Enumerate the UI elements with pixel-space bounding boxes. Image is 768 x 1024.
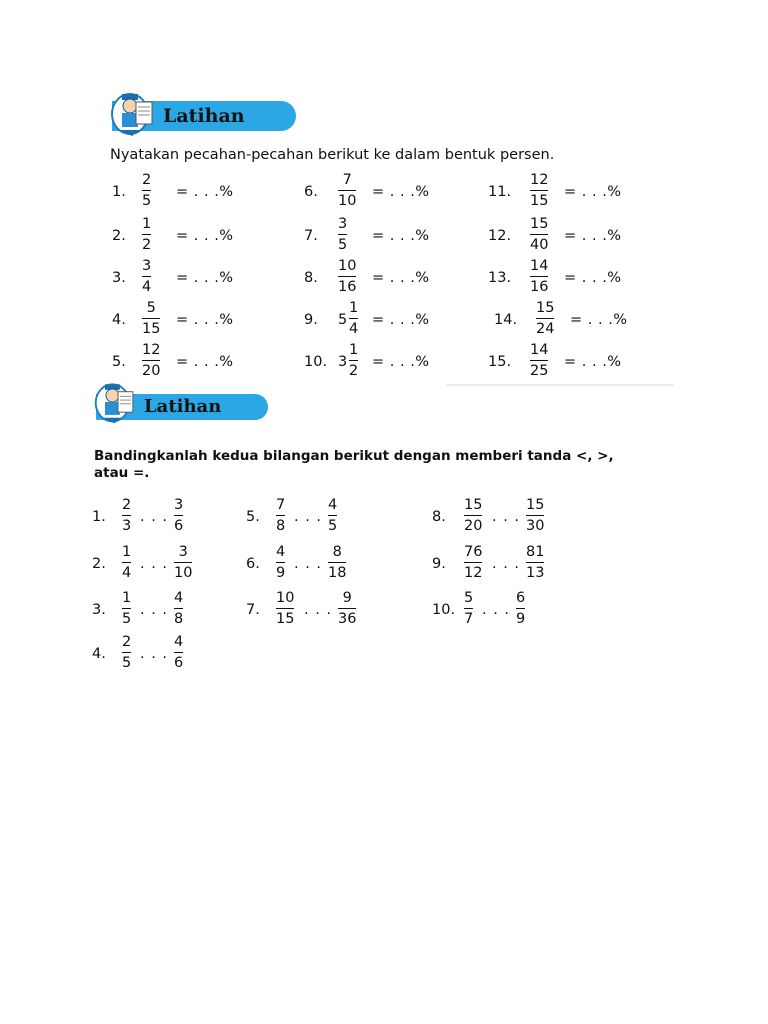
comparison-blank: . . . — [492, 556, 521, 572]
fraction-bar — [530, 360, 548, 361]
fraction-left — [122, 634, 131, 672]
fraction-bar — [464, 562, 482, 563]
numerator: 1 — [142, 216, 152, 232]
item-number: 8. — [432, 509, 446, 525]
fraction-bar — [349, 360, 358, 361]
answer-blank: = . . .% — [564, 354, 622, 370]
fraction-bar — [276, 608, 294, 609]
item-number: 13. — [488, 270, 512, 286]
answer-blank: = . . .% — [372, 354, 430, 370]
comparison-item — [432, 590, 602, 630]
item-number: 10. — [432, 602, 456, 618]
divider — [446, 384, 674, 386]
comparison-item — [92, 497, 262, 537]
item-number: 8. — [304, 270, 318, 286]
whole-number: 5 — [338, 312, 348, 328]
denominator: 3 — [122, 518, 132, 534]
numerator: 5 — [464, 590, 474, 606]
fraction — [338, 216, 347, 254]
fraction-right — [174, 544, 192, 582]
fraction-right — [174, 497, 183, 535]
fraction-right — [338, 590, 356, 628]
denominator: 4 — [349, 321, 359, 337]
fraction-bar — [142, 360, 160, 361]
denominator: 8 — [276, 518, 286, 534]
fraction-bar — [464, 515, 482, 516]
comparison-item — [432, 544, 602, 584]
fraction-left — [276, 590, 294, 628]
fraction-bar — [338, 608, 356, 609]
comparison-blank: . . . — [140, 509, 169, 525]
fraction — [349, 342, 358, 380]
exercise-item — [112, 172, 292, 212]
item-number: 14. — [494, 312, 518, 328]
fraction-bar — [174, 608, 183, 609]
fraction-bar — [536, 318, 554, 319]
student-mascot-icon — [92, 374, 144, 428]
answer-blank: = . . .% — [564, 184, 622, 200]
numerator: 10 — [338, 258, 357, 274]
denominator: 9 — [516, 611, 526, 627]
fraction-bar — [530, 276, 548, 277]
fraction-bar — [276, 562, 285, 563]
item-number: 6. — [304, 184, 318, 200]
numerator: 15 — [464, 497, 483, 513]
denominator: 9 — [276, 565, 286, 581]
item-number: 4. — [112, 312, 126, 328]
fraction-left — [464, 590, 473, 628]
fraction-bar — [142, 234, 151, 235]
comparison-blank: . . . — [482, 602, 511, 618]
fraction-right — [328, 544, 346, 582]
numerator: 3 — [338, 216, 348, 232]
fraction-bar — [142, 190, 151, 191]
numerator: 76 — [464, 544, 483, 560]
section2-instruction-line1: Bandingkanlah kedua bilangan berikut dengan memberi tanda <, >, — [94, 448, 614, 464]
exercise-item — [304, 342, 484, 382]
fraction-right — [526, 497, 544, 535]
denominator: 5 — [122, 655, 132, 671]
numerator: 7 — [276, 497, 286, 513]
fraction-right — [174, 590, 183, 628]
fraction — [142, 216, 151, 254]
answer-blank: = . . .% — [372, 312, 430, 328]
comparison-blank: . . . — [140, 602, 169, 618]
denominator: 6 — [174, 655, 184, 671]
answer-blank: = . . .% — [176, 312, 234, 328]
fraction-left — [122, 544, 131, 582]
fraction — [142, 300, 160, 338]
fraction-bar — [142, 318, 160, 319]
exercise-item — [304, 216, 484, 256]
fraction-right — [526, 544, 544, 582]
comparison-blank: . . . — [304, 602, 333, 618]
comparison-item — [246, 497, 416, 537]
item-number: 7. — [246, 602, 260, 618]
denominator: 30 — [526, 518, 545, 534]
numerator: 14 — [530, 258, 549, 274]
denominator: 40 — [530, 237, 549, 253]
exercise-item — [304, 258, 484, 298]
fraction-left — [276, 497, 285, 535]
section1-title: Latihan — [163, 105, 245, 127]
denominator: 5 — [122, 611, 132, 627]
numerator: 15 — [530, 216, 549, 232]
fraction-bar — [174, 515, 183, 516]
fraction-bar — [338, 276, 356, 277]
item-number: 3. — [92, 602, 106, 618]
item-number: 2. — [92, 556, 106, 572]
numerator: 81 — [526, 544, 545, 560]
denominator: 15 — [530, 193, 549, 209]
fraction-bar — [122, 652, 131, 653]
fraction-bar — [526, 515, 544, 516]
item-number: 10. — [304, 354, 328, 370]
numerator: 4 — [174, 590, 184, 606]
fraction — [530, 172, 548, 210]
exercise-item — [488, 258, 668, 298]
numerator: 1 — [122, 590, 132, 606]
exercise-item — [488, 216, 668, 256]
exercise-item — [304, 300, 484, 340]
comparison-item — [92, 590, 262, 630]
fraction — [142, 342, 160, 380]
exercise-item — [488, 172, 668, 212]
denominator: 4 — [122, 565, 132, 581]
fraction — [338, 258, 356, 296]
section2-title: Latihan — [144, 396, 222, 417]
fraction-bar — [338, 234, 347, 235]
fraction-bar — [142, 276, 151, 277]
fraction-bar — [349, 318, 358, 319]
item-number: 9. — [304, 312, 318, 328]
numerator: 15 — [536, 300, 555, 316]
answer-blank: = . . .% — [176, 270, 234, 286]
item-number: 5. — [112, 354, 126, 370]
denominator: 7 — [464, 611, 474, 627]
section1-instruction: Nyatakan pecahan-pecahan berikut ke dalam bentuk persen. — [110, 147, 555, 163]
exercise-item — [112, 258, 292, 298]
answer-blank: = . . .% — [176, 184, 234, 200]
numerator: 2 — [122, 634, 132, 650]
numerator: 4 — [328, 497, 338, 513]
denominator: 5 — [142, 193, 152, 209]
fraction-bar — [122, 562, 131, 563]
numerator: 2 — [142, 172, 152, 188]
fraction — [349, 300, 358, 338]
exercise-item — [488, 342, 668, 382]
student-mascot-icon — [108, 84, 164, 140]
answer-blank: = . . .% — [570, 312, 628, 328]
answer-blank: = . . .% — [176, 228, 234, 244]
fraction-bar — [122, 608, 131, 609]
numerator: 1 — [349, 300, 359, 316]
item-number: 2. — [112, 228, 126, 244]
denominator: 2 — [349, 363, 359, 379]
comparison-item — [92, 544, 262, 584]
item-number: 6. — [246, 556, 260, 572]
fraction-left — [464, 544, 482, 582]
exercise-item — [112, 216, 292, 256]
item-number: 1. — [92, 509, 106, 525]
numerator: 10 — [276, 590, 295, 606]
denominator: 15 — [142, 321, 161, 337]
fraction-bar — [276, 515, 285, 516]
item-number: 4. — [92, 646, 106, 662]
numerator: 2 — [122, 497, 132, 513]
fraction-left — [464, 497, 482, 535]
denominator: 36 — [338, 611, 357, 627]
numerator: 3 — [178, 544, 188, 560]
fraction-left — [122, 497, 131, 535]
fraction-right — [516, 590, 525, 628]
numerator: 6 — [516, 590, 526, 606]
denominator: 2 — [142, 237, 152, 253]
numerator: 1 — [122, 544, 132, 560]
denominator: 6 — [174, 518, 184, 534]
denominator: 4 — [142, 279, 152, 295]
fraction — [142, 258, 151, 296]
numerator: 12 — [142, 342, 161, 358]
denominator: 18 — [328, 565, 347, 581]
fraction — [536, 300, 554, 338]
comparison-blank: . . . — [140, 556, 169, 572]
numerator: 5 — [146, 300, 156, 316]
denominator: 24 — [536, 321, 555, 337]
comparison-blank: . . . — [140, 646, 169, 662]
fraction-left — [122, 590, 131, 628]
item-number: 7. — [304, 228, 318, 244]
fraction-bar — [174, 562, 192, 563]
answer-blank: = . . .% — [372, 228, 430, 244]
fraction-bar — [122, 515, 131, 516]
whole-number: 3 — [338, 354, 348, 370]
denominator: 16 — [338, 279, 357, 295]
denominator: 5 — [328, 518, 338, 534]
numerator: 3 — [142, 258, 152, 274]
fraction-bar — [530, 190, 548, 191]
exercise-item — [304, 172, 484, 212]
denominator: 10 — [338, 193, 357, 209]
fraction-right — [174, 634, 183, 672]
fraction-bar — [530, 234, 548, 235]
numerator: 3 — [174, 497, 184, 513]
numerator: 1 — [349, 342, 359, 358]
item-number: 5. — [246, 509, 260, 525]
exercise-item — [112, 300, 292, 340]
denominator: 16 — [530, 279, 549, 295]
answer-blank: = . . .% — [564, 228, 622, 244]
denominator: 20 — [464, 518, 483, 534]
denominator: 13 — [526, 565, 545, 581]
fraction — [338, 172, 356, 210]
numerator: 4 — [174, 634, 184, 650]
section2-instruction-line2: atau =. — [94, 465, 150, 481]
fraction-left — [276, 544, 285, 582]
comparison-blank: . . . — [294, 509, 323, 525]
numerator: 7 — [342, 172, 352, 188]
fraction-bar — [338, 190, 356, 191]
answer-blank: = . . .% — [564, 270, 622, 286]
fraction — [530, 342, 548, 380]
comparison-item — [246, 544, 416, 584]
denominator: 10 — [174, 565, 193, 581]
fraction-bar — [516, 608, 525, 609]
fraction-right — [328, 497, 337, 535]
fraction-bar — [526, 562, 544, 563]
answer-blank: = . . .% — [176, 354, 234, 370]
denominator: 25 — [530, 363, 549, 379]
numerator: 8 — [332, 544, 342, 560]
item-number: 12. — [488, 228, 512, 244]
denominator: 8 — [174, 611, 184, 627]
fraction-bar — [464, 608, 473, 609]
item-number: 1. — [112, 184, 126, 200]
denominator: 20 — [142, 363, 161, 379]
comparison-item — [246, 590, 416, 630]
fraction-bar — [328, 515, 337, 516]
item-number: 11. — [488, 184, 512, 200]
denominator: 12 — [464, 565, 483, 581]
fraction — [530, 216, 548, 254]
comparison-blank: . . . — [492, 509, 521, 525]
comparison-item — [432, 497, 602, 537]
answer-blank: = . . .% — [372, 270, 430, 286]
fraction — [530, 258, 548, 296]
comparison-blank: . . . — [294, 556, 323, 572]
numerator: 12 — [530, 172, 549, 188]
answer-blank: = . . .% — [372, 184, 430, 200]
item-number: 3. — [112, 270, 126, 286]
fraction-bar — [328, 562, 346, 563]
fraction-bar — [174, 652, 183, 653]
item-number: 15. — [488, 354, 512, 370]
numerator: 14 — [530, 342, 549, 358]
comparison-item — [92, 634, 262, 674]
denominator: 5 — [338, 237, 348, 253]
numerator: 15 — [526, 497, 545, 513]
exercise-item — [494, 300, 674, 340]
numerator: 4 — [276, 544, 286, 560]
numerator: 9 — [342, 590, 352, 606]
item-number: 9. — [432, 556, 446, 572]
fraction — [142, 172, 151, 210]
denominator: 15 — [276, 611, 295, 627]
